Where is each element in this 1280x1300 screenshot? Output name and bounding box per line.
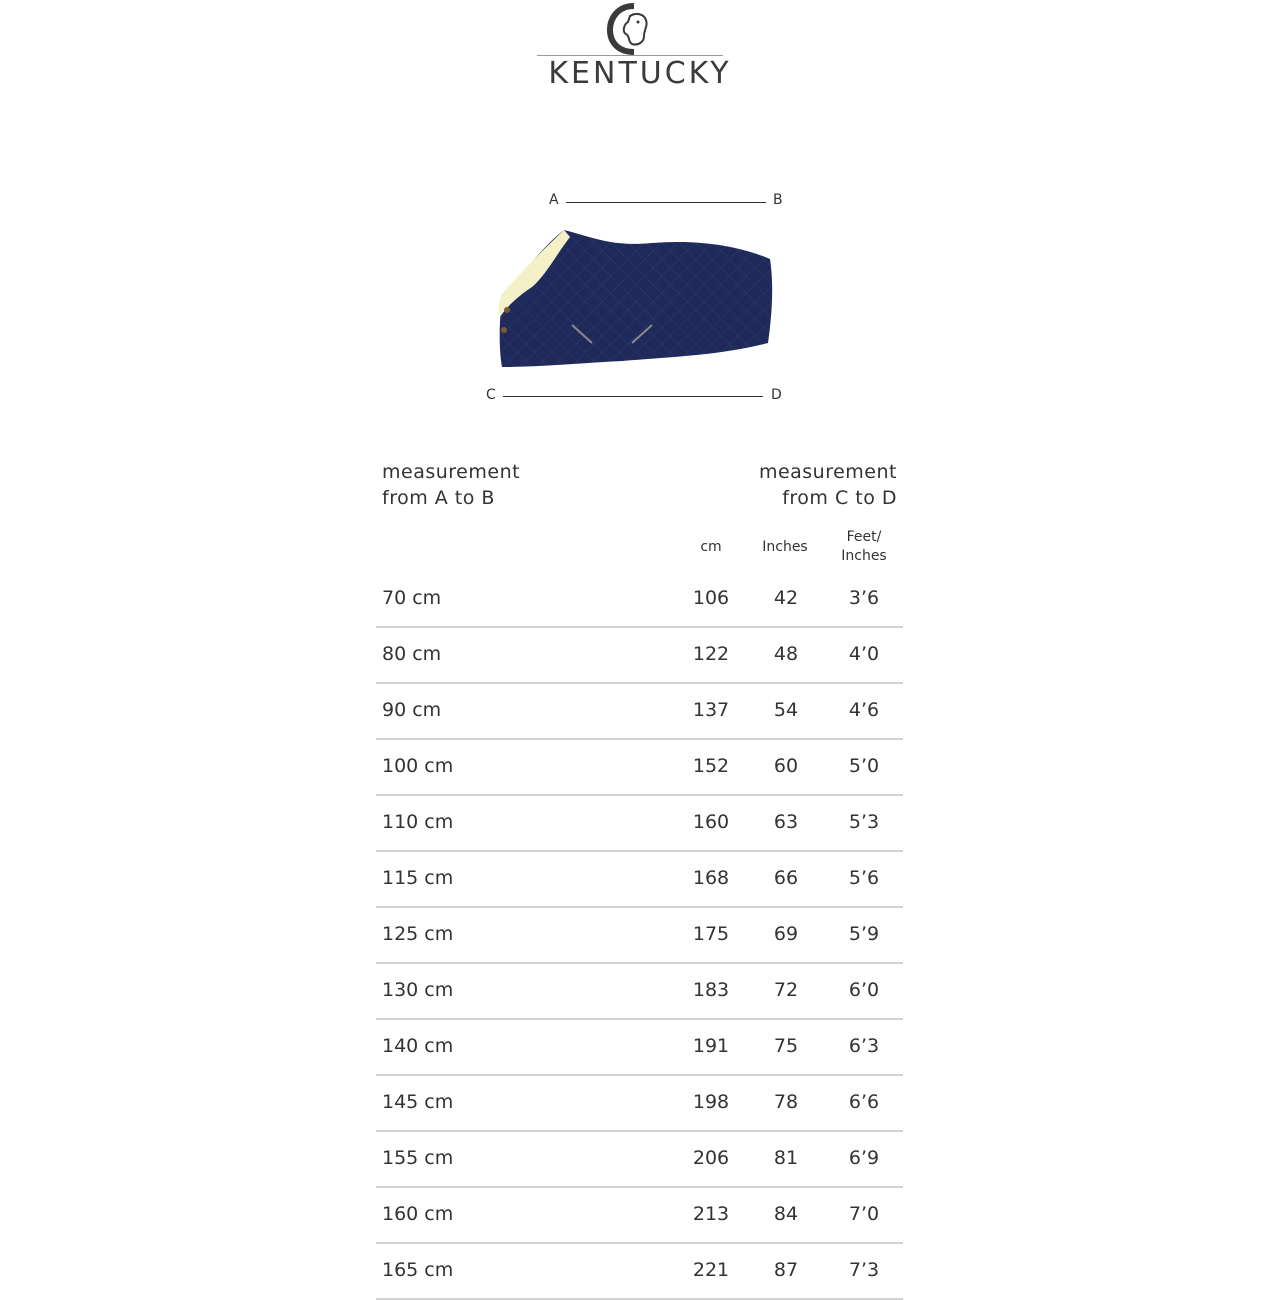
length-cm: 206: [692, 1147, 730, 1169]
table-row: [376, 684, 903, 740]
label-d: D: [771, 387, 782, 403]
size-a-to-b: 130 cm: [382, 979, 454, 1001]
length-feet-inches: 5’6: [848, 867, 880, 889]
size-a-to-b: 70 cm: [382, 587, 442, 609]
column-header-feet-inches: [832, 528, 896, 566]
length-cm: 183: [692, 979, 730, 1001]
length-inches: 75: [773, 1035, 799, 1057]
brand-name: KENTUCKY: [548, 56, 732, 91]
length-cm: 175: [692, 923, 730, 945]
line-c-d: [503, 396, 763, 397]
column-header-feet-line1: Feet/: [846, 529, 882, 545]
length-feet-inches: 6’0: [848, 979, 880, 1001]
length-inches: 48: [773, 643, 799, 665]
table-row: [376, 852, 903, 908]
length-inches: 72: [773, 979, 799, 1001]
length-feet-inches: 6’6: [848, 1091, 880, 1113]
size-a-to-b: 110 cm: [382, 811, 454, 833]
column-header-feet-line2: Inches: [841, 548, 887, 564]
table-row: [376, 1076, 903, 1132]
measurement-diagram: [470, 185, 810, 410]
size-a-to-b: 100 cm: [382, 755, 454, 777]
length-inches: 60: [773, 755, 799, 777]
length-feet-inches: 5’3: [848, 811, 880, 833]
length-feet-inches: 5’9: [848, 923, 880, 945]
table-row: [376, 740, 903, 796]
length-feet-inches: 4’6: [848, 699, 880, 721]
label-b: B: [773, 192, 783, 208]
size-a-to-b: 115 cm: [382, 867, 454, 889]
label-a: A: [549, 192, 559, 208]
length-cm: 152: [692, 755, 730, 777]
table-row: [376, 796, 903, 852]
header-right-line1: measurement: [758, 461, 897, 483]
length-feet-inches: 6’9: [848, 1147, 880, 1169]
brand-logo: [0, 0, 1280, 110]
table-row: [376, 628, 903, 684]
header-c-to-d: [759, 459, 897, 511]
length-cm: 168: [692, 867, 730, 889]
header-right-line2: from C to D: [782, 487, 897, 509]
horse-blanket-image: [492, 225, 782, 375]
horse-head-logo-icon: [600, 0, 660, 58]
size-a-to-b: 90 cm: [382, 699, 442, 721]
table-row: [376, 572, 903, 628]
length-cm: 213: [692, 1203, 730, 1225]
column-header-cm: cm: [700, 539, 722, 555]
size-a-to-b: 155 cm: [382, 1147, 454, 1169]
length-feet-inches: 5’0: [848, 755, 880, 777]
length-cm: 221: [692, 1259, 730, 1281]
length-inches: 42: [773, 587, 799, 609]
size-table: [376, 572, 903, 1300]
table-row: [376, 1020, 903, 1076]
length-inches: 78: [773, 1091, 799, 1113]
size-a-to-b: 80 cm: [382, 643, 442, 665]
length-inches: 54: [773, 699, 799, 721]
table-row: [376, 1132, 903, 1188]
length-inches: 87: [773, 1259, 799, 1281]
size-a-to-b: 145 cm: [382, 1091, 454, 1113]
length-cm: 198: [692, 1091, 730, 1113]
length-cm: 160: [692, 811, 730, 833]
length-inches: 63: [773, 811, 799, 833]
table-row: [376, 908, 903, 964]
size-a-to-b: 160 cm: [382, 1203, 454, 1225]
size-a-to-b: 140 cm: [382, 1035, 454, 1057]
length-inches: 81: [773, 1147, 799, 1169]
length-inches: 84: [773, 1203, 799, 1225]
table-row: [376, 1244, 903, 1300]
header-a-to-b: [382, 459, 520, 511]
length-cm: 106: [692, 587, 730, 609]
length-inches: 69: [773, 923, 799, 945]
length-cm: 191: [692, 1035, 730, 1057]
length-feet-inches: 3’6: [848, 587, 880, 609]
size-a-to-b: 125 cm: [382, 923, 454, 945]
line-a-b: [566, 202, 766, 203]
header-left-line2: from A to B: [382, 487, 495, 509]
table-row: [376, 1188, 903, 1244]
length-feet-inches: 4’0: [848, 643, 880, 665]
header-left-line1: measurement: [382, 461, 521, 483]
length-cm: 122: [692, 643, 730, 665]
column-header-inches: Inches: [762, 539, 808, 555]
table-row: [376, 964, 903, 1020]
length-feet-inches: 7’3: [848, 1259, 880, 1281]
length-cm: 137: [692, 699, 730, 721]
label-c: C: [486, 387, 496, 403]
length-feet-inches: 7’0: [848, 1203, 880, 1225]
size-a-to-b: 165 cm: [382, 1259, 454, 1281]
length-feet-inches: 6’3: [848, 1035, 880, 1057]
length-inches: 66: [773, 867, 799, 889]
